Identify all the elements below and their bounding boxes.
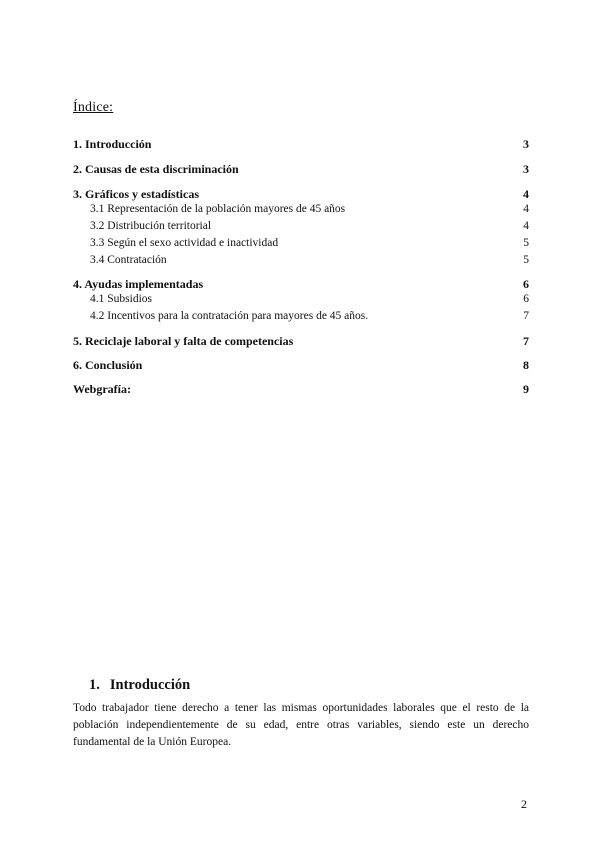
toc-title: Índice: xyxy=(73,100,114,115)
toc-entry-page: 9 xyxy=(523,382,529,396)
toc-entry-label: 4.1 Subsidios xyxy=(90,293,152,305)
section-heading xyxy=(89,677,190,694)
toc-entry xyxy=(73,334,529,350)
toc-entry-page: 6 xyxy=(523,277,529,291)
toc-entry-page: 5 xyxy=(523,237,529,249)
toc-entry xyxy=(73,203,529,220)
toc-entry xyxy=(73,310,529,327)
toc-entry xyxy=(73,277,529,293)
toc-entry-page: 8 xyxy=(523,358,529,372)
section-number: 1. xyxy=(89,677,100,693)
toc-entry-label: 3.2 Distribución territorial xyxy=(90,220,212,232)
toc-entry xyxy=(73,293,529,310)
toc-entry-label: 4. Ayudas implementadas xyxy=(73,277,204,291)
toc-entry-page: 4 xyxy=(523,220,529,232)
toc-entry xyxy=(73,237,529,254)
toc-entry-label: 3. Gráficos y estadísticas xyxy=(73,187,199,201)
page-number: 2 xyxy=(521,797,527,811)
toc-entry-label: 4.2 Incentivos para la contratación para mayores de 45 años. xyxy=(90,310,369,322)
body-paragraph: Todo trabajador tiene derecho a tener las mismas oportunidades laborales que el resto de la población independientemente de su edad, entre otras variables, siendo este un derecho fundamental de la Unión Europea. xyxy=(73,702,529,748)
toc-entry-page: 4 xyxy=(523,187,529,201)
toc-entry-page: 7 xyxy=(523,334,529,348)
toc-entry xyxy=(73,254,529,271)
toc-entry-label: 6. Conclusión xyxy=(73,358,143,372)
toc-entry-label: 3.1 Representación de la población mayores de 45 años xyxy=(90,203,346,215)
toc-entry-page: 3 xyxy=(523,137,529,151)
toc-entry-page: 6 xyxy=(523,293,529,305)
toc-entry-page: 7 xyxy=(523,310,529,322)
toc-entry-label: Webgrafía: xyxy=(73,382,131,396)
table-of-contents xyxy=(73,137,529,398)
toc-entry xyxy=(73,162,529,178)
toc-entry-label: 3.4 Contratación xyxy=(90,254,167,266)
toc-entry-page: 5 xyxy=(523,254,529,266)
toc-entry xyxy=(73,137,529,153)
section-title: Introducción xyxy=(109,677,191,693)
toc-entry xyxy=(73,358,529,374)
toc-entry xyxy=(73,220,529,237)
toc-entry-label: 2. Causas de esta discriminación xyxy=(73,162,239,176)
toc-entry xyxy=(73,382,529,398)
toc-entry-page: 3 xyxy=(523,162,529,176)
toc-entry xyxy=(73,187,529,203)
toc-entry-label: 5. Reciclaje laboral y falta de competencias xyxy=(73,334,294,348)
toc-entry-page: 4 xyxy=(523,203,529,215)
toc-entry-label: 3.3 Según el sexo actividad e inactividad xyxy=(90,237,279,249)
toc-entry-label: 1. Introducción xyxy=(73,137,152,151)
